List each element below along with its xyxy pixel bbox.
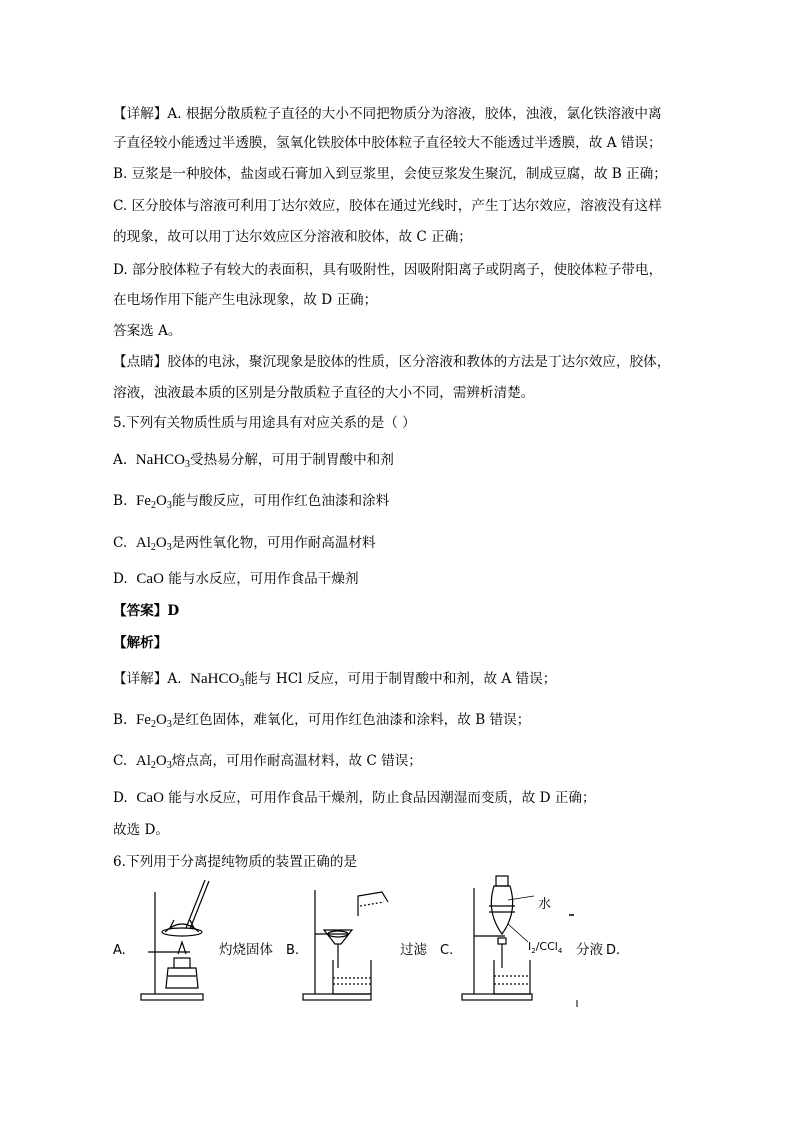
q6-apparatus-figure: [0, 872, 794, 1012]
formula: $Fe_2O_3$: [135, 712, 172, 730]
q5-explain-c: C. $Al_2O_3$熔点高，可用作耐高温材料，故 C 错误；: [113, 753, 422, 771]
apparatus-filtration: [303, 890, 388, 1000]
label-water: 水: [538, 897, 552, 912]
option-label: C.: [113, 535, 128, 551]
q5-option-b: [113, 492, 389, 515]
option-text: 能与水反应，可用作食品干燥剂: [168, 571, 359, 587]
explain1-line1: 【详解】A. 根据分散质粒子直径的大小不同把物质分为溶液，胶体，浊液，氯化铁溶液中离: [113, 106, 662, 122]
option-label: B.: [113, 493, 128, 509]
option-d-label: D.: [606, 943, 621, 958]
q5-option-a: [113, 451, 394, 474]
q5-explain-a: 【详解】A. NaHCO$_3$能与 HCl 反应，可用于制胃酸中和剂，故 A 错误；: [113, 671, 557, 689]
formula: CaO: [136, 571, 164, 587]
formula: $Al_2O_3$: [135, 753, 172, 771]
q5-explain-d: D. CaO 能与水反应，可用作食品干燥剂，防止食品因潮湿而变质，故 D 正确；: [113, 790, 596, 806]
formula: CaO: [136, 790, 164, 806]
comment-line2: 溶液，浊液最本质的区别是分散质粒子直径的大小不同，需辨析清楚。: [113, 385, 535, 401]
option-c-label: C.: [440, 943, 454, 958]
apparatus-separatory-funnel: [462, 876, 574, 1000]
label-iodine-ccl4: $I_2/CCl_4$: [528, 940, 563, 955]
label-burn-solid: 灼烧固体: [219, 942, 273, 958]
option-a-label: A.: [113, 943, 126, 958]
option-text: 受热易分解，可用于制胃酸中和剂: [189, 452, 394, 468]
explain1-line7: 在电场作用下能产生电泳现象，故 D 正确；: [113, 292, 378, 308]
formula: NaHCO$_3$: [190, 671, 245, 689]
explain1-line6: D. 部分胶体粒子有较大的表面积，具有吸附性，因吸附阳离子或阴离子，使胶体粒子带电，: [113, 262, 663, 278]
comment-line1: 【点睛】胶体的电泳，聚沉现象是胶体的性质，区分溶液和教体的方法是丁达尔效应，胶体，: [113, 354, 671, 370]
label-liquid-separation: 分液: [576, 942, 603, 958]
answer-tag: 【答案】D: [113, 603, 180, 619]
q5-option-c: [113, 534, 376, 557]
answer-line: 答案选 A。: [113, 323, 182, 339]
option-b-label: B.: [286, 943, 300, 958]
explain1-line4: C. 区分胶体与溶液可利用丁达尔效应，胶体在通过光线时，产生丁达尔效应，溶液没有这样: [113, 198, 662, 214]
formula: $Al_2O_3$: [135, 535, 172, 553]
label-filtration: 过滤: [400, 942, 427, 958]
formula: NaHCO$_3$: [135, 452, 190, 470]
option-text: 是两性氧化物，可用作耐高温材料: [171, 535, 376, 551]
explain1-line2: 子直径较小能透过半透膜，氢氧化铁胶体中胶体粒子直径较大不能透过半透膜，故 A 错误；: [113, 135, 662, 151]
explain1-line5: 的现象，故可以用丁达尔效应区分溶液和胶体，故 C 正确；: [113, 229, 472, 245]
q5-option-d: [113, 570, 359, 588]
q5-stem: 5.下列有关物质性质与用途具有对应关系的是（ ）: [113, 415, 416, 431]
apparatus-burn-solid: [141, 880, 209, 1000]
option-text: 能与酸反应，可用作红色油漆和涂料: [171, 493, 390, 509]
q5-explain-b: B. $Fe_2O_3$是红色固体，难氧化，可用作红色油漆和涂料，故 B 错误；: [113, 712, 531, 730]
q5-conclusion: 故选 D。: [113, 822, 170, 838]
explain1-line3: B. 豆浆是一种胶体，盐卤或石膏加入到豆浆里，会使豆浆发生聚沉，制成豆腐，故 B 正确；: [113, 166, 667, 182]
option-label: D.: [113, 571, 128, 587]
analysis-tag: 【解析】: [113, 635, 168, 651]
q6-stem: 6.下列用于分离提纯物质的装置正确的是: [113, 854, 358, 870]
formula: $Fe_2O_3$: [135, 493, 172, 511]
option-label: A.: [113, 452, 128, 468]
